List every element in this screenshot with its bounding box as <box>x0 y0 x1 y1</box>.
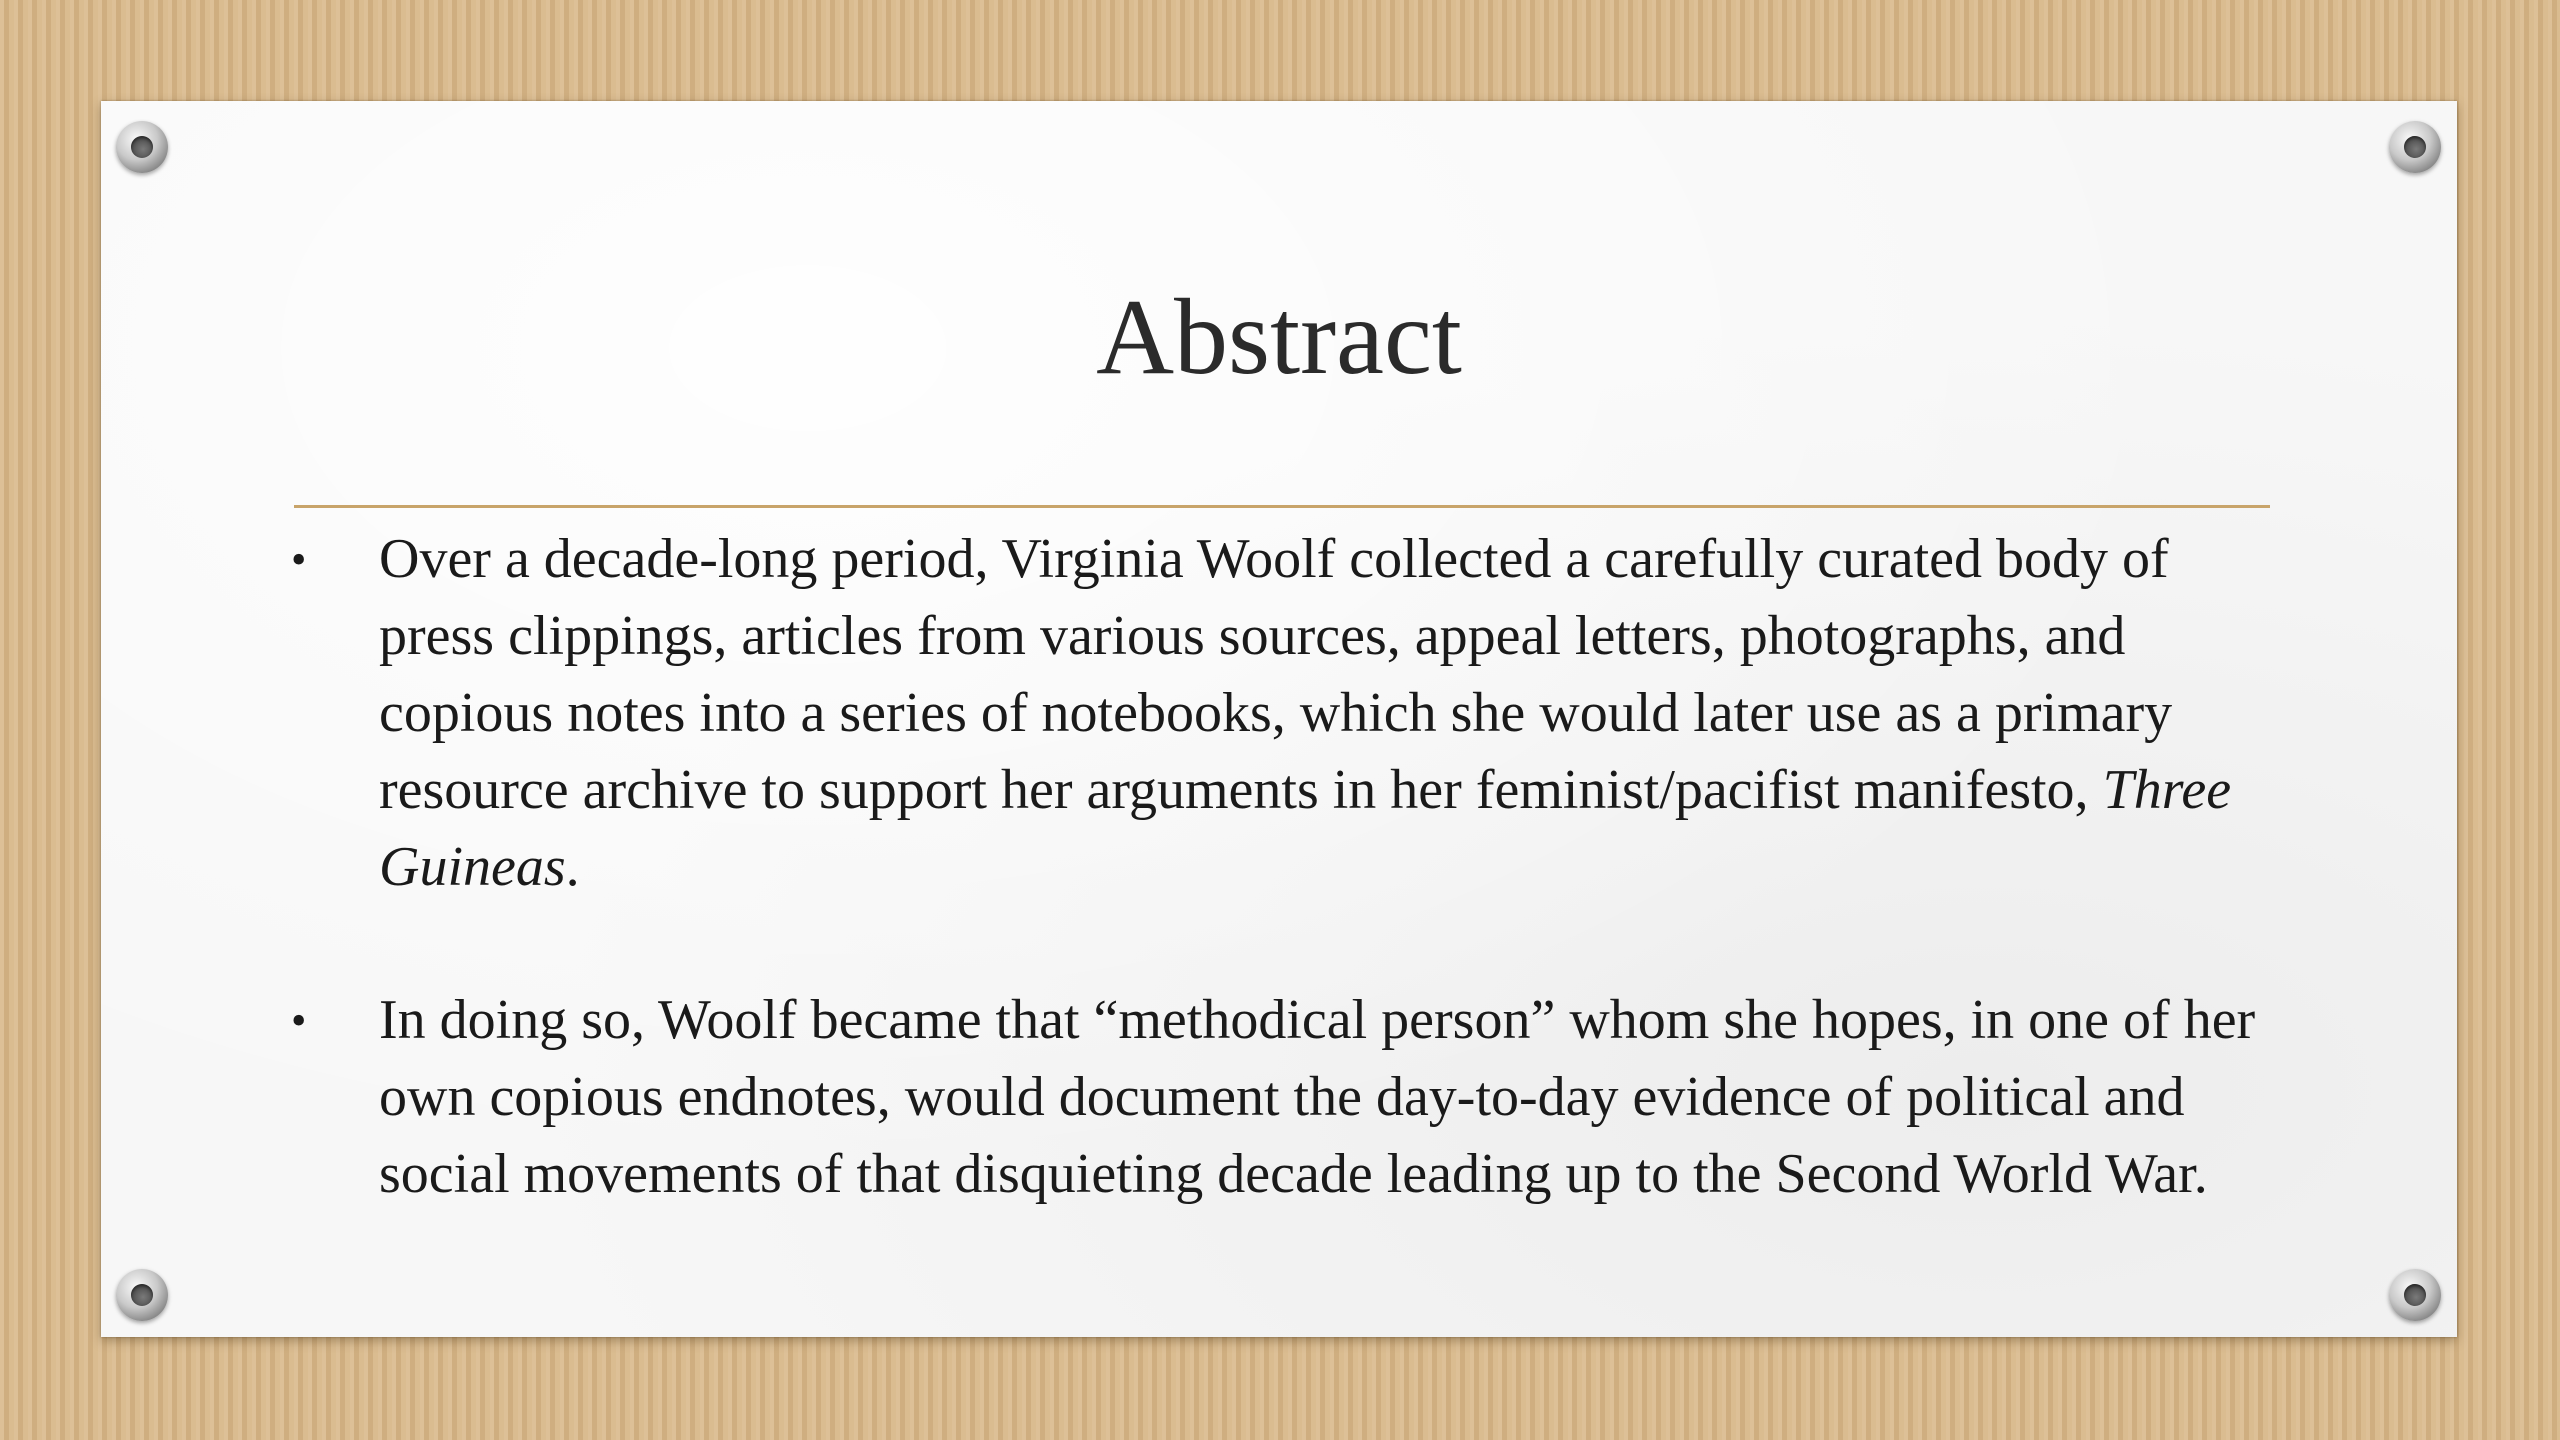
grommet-icon <box>116 121 168 173</box>
slide-title: Abstract <box>1096 278 1462 397</box>
bullet-text: In doing so, Woolf became that “methodical person” whom she hopes, in one of her own copious endnotes, would document the day-to-day evidence of political and social movements of that disquieting decade leading up to the Second World War. <box>379 989 2256 1205</box>
grommet-icon <box>116 1269 168 1321</box>
bullet-item <box>291 521 2281 906</box>
slide-card <box>101 101 2457 1337</box>
grommet-icon <box>2389 1269 2441 1321</box>
bullet-item <box>291 982 2281 1213</box>
title-divider <box>294 505 2270 508</box>
bullet-text: Over a decade-long period, Virginia Woolf collected a carefully curated body of press clippings, articles from various sources, appeal letters, photographs, and copious notes into a series of notebooks, which she would later use as a primary resource archive to support her arguments in her feminist/pacifist manifesto, <box>379 528 2173 821</box>
bullet-marker: • <box>291 535 307 584</box>
bullet-list <box>291 521 2281 1213</box>
grommet-icon <box>2389 121 2441 173</box>
bullet-marker: • <box>291 996 307 1045</box>
book-title: Three Guineas <box>379 759 2232 898</box>
bullet-text-end: . <box>565 836 580 898</box>
